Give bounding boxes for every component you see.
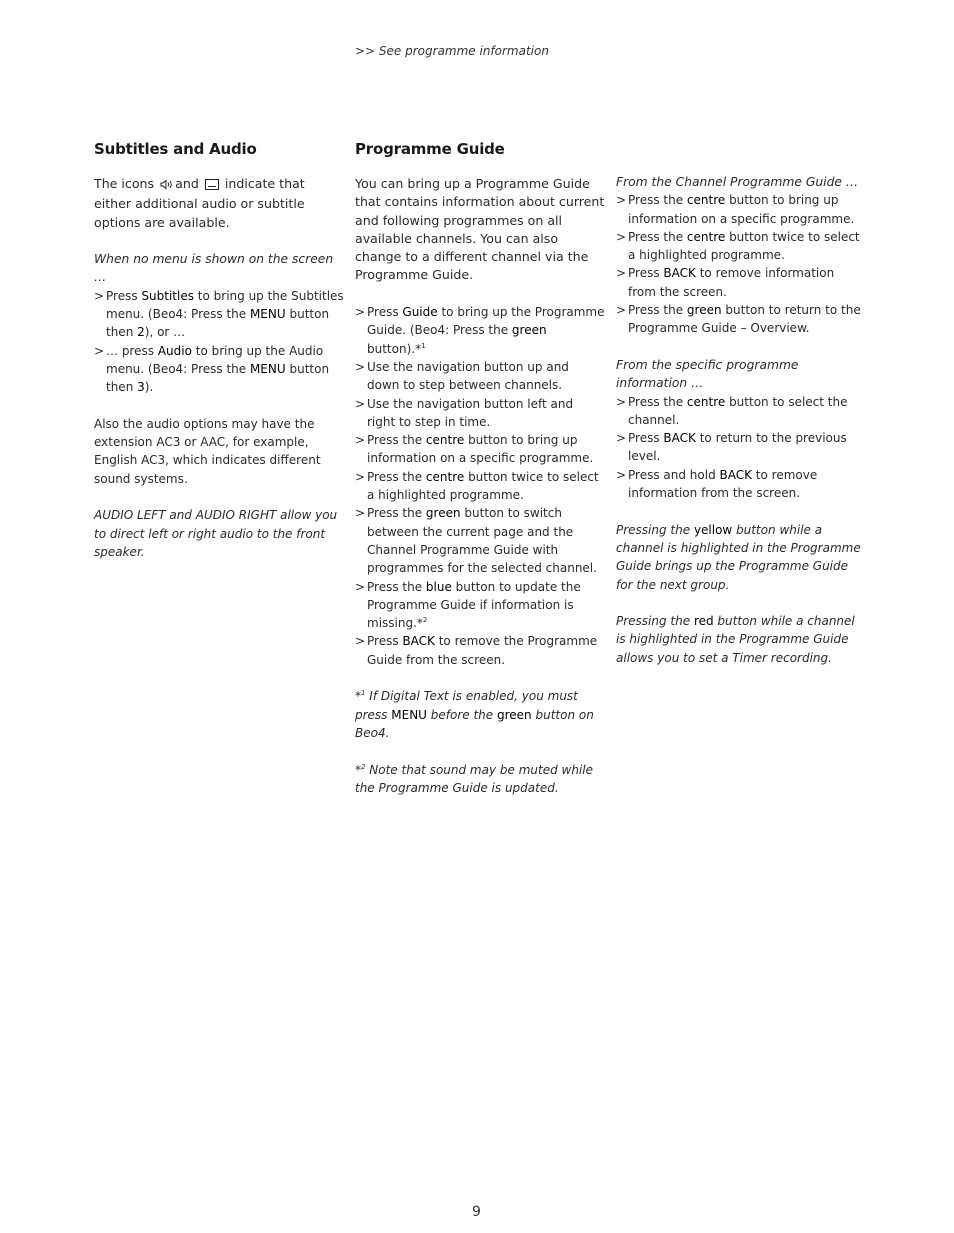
list-item: > Press the centre button twice to select a highlighted programme.: [616, 229, 860, 263]
intro-paragraph: You can bring up a Programme Guide that contains information about current and following programmes on all available channels. You can also change to a different channel via the Programme Guide.: [355, 176, 605, 283]
speaker-icon: [160, 177, 173, 195]
list-item: > Press the centre button to bring up information on a specific programme.: [355, 433, 594, 466]
yellow-button-note: Pressing the yellow button while a channel is highlighted in the Programme Guide brings up the Programme Guide for the next group.: [616, 522, 861, 592]
intro-text-2: and: [175, 176, 199, 191]
lead-text: From the Channel Programme Guide …: [616, 175, 859, 189]
intro-paragraph: [94, 175, 344, 232]
intro-text-3: indicate that either additional audio or subtitle options are available.: [94, 176, 305, 230]
list-item: > … press Audio to bring up the Audio menu. (Beo4: Press the MENU button then 3).: [94, 343, 330, 395]
footnote-2: *$^2$ Note that sound may be muted while the Programme Guide is updated.: [355, 762, 593, 795]
lead-text: When no menu is shown on the screen …: [94, 252, 334, 285]
list-item: > Press Guide to bring up the Programme Guide. (Beo4: Press the green button).*$^1$: [355, 305, 605, 356]
red-button-note: Pressing the red button while a channel is highlighted in the Programme Guide allows you to set a Timer recording.: [616, 614, 855, 665]
audio-left-right-note: AUDIO LEFT and AUDIO RIGHT allow you to direct left or right audio to the front speaker.: [94, 508, 338, 559]
section-title: Programme Guide: [355, 140, 505, 158]
list-item: > Press the blue button to update the Programme Guide if information is missing.*$^2$: [355, 579, 581, 631]
intro-text-1: The icons: [94, 176, 155, 191]
list-item: > Press the green button to return to the Programme Guide – Overview.: [616, 303, 861, 336]
list-item: > Use the navigation button left and right to step in time.: [355, 396, 574, 429]
page-number: 9: [472, 1204, 481, 1220]
subtitles-audio-section: [94, 140, 344, 561]
section-title: Subtitles and Audio: [94, 140, 257, 158]
channel-guide-section: [616, 173, 864, 667]
list-item: > Press the centre button to select the channel.: [616, 394, 848, 427]
list-item: > Press and hold BACK to remove information from the screen.: [616, 467, 818, 501]
programme-guide-section: [355, 140, 605, 797]
footnote-1: *$^1$ If Digital Text is enabled, you must press MENU before the green button on Beo4.: [355, 689, 594, 740]
subtitle-icon: [205, 177, 219, 195]
list-item: > Press the centre button twice to select a highlighted programme.: [355, 469, 599, 503]
list-item: > Press BACK to return to the previous level.: [616, 431, 847, 464]
breadcrumb: >> See programme information: [355, 44, 549, 58]
list-item: > Use the navigation button up and down to step between channels.: [355, 359, 569, 393]
list-item: > Press the centre button to bring up information on a specific programme.: [616, 193, 855, 226]
list-item: > Press Subtitles to bring up the Subtitles menu. (Beo4: Press the MENU button then 2), or …: [94, 288, 344, 340]
list-item: > Press the green button to switch between the current page and the Channel Programme Guide with programmes for the selected channel.: [355, 506, 597, 576]
list-item: > Press BACK to remove information from the screen.: [616, 266, 835, 299]
audio-extension-paragraph: Also the audio options may have the extension AC3 or AAC, for example, English AC3, which indicates different sound systems.: [94, 416, 321, 486]
list-item: > Press BACK to remove the Programme Guide from the screen.: [355, 634, 598, 667]
lead-text: From the specific programme information …: [616, 357, 799, 391]
